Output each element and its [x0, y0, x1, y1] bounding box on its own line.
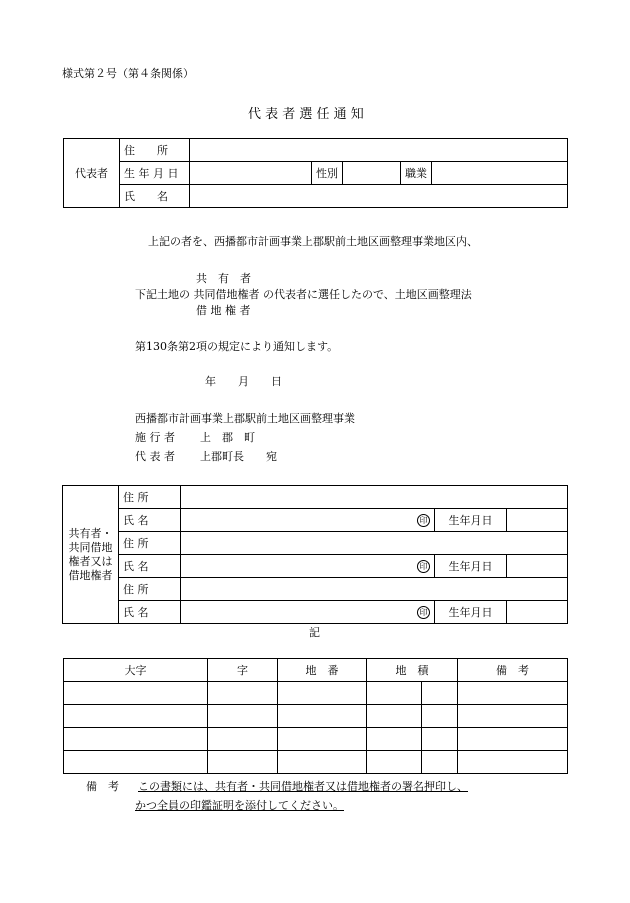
owners-side-label: 共有者・共同借地権者又は借地権者: [63, 486, 119, 624]
header-aza: 字: [208, 659, 278, 682]
header-biko: 備 考: [458, 659, 568, 682]
birthdate-field[interactable]: [190, 162, 312, 185]
owners-table: [62, 485, 568, 624]
owner3-name-label: 氏 名: [119, 601, 181, 624]
birthdate-label: 生 年 月 日: [120, 162, 190, 185]
owner3-address-label: 住 所: [119, 578, 181, 601]
owner3-birth-field[interactable]: [507, 601, 568, 624]
executor-row: 施 行 者 上 郡 町: [135, 431, 255, 444]
owner1-birth-field[interactable]: [507, 509, 568, 532]
owner2-birth-label: 生年月日: [435, 555, 507, 578]
form-number: 様式第２号（第４条関係）: [62, 67, 194, 80]
owner2-address-field[interactable]: [181, 532, 568, 555]
rep-side-label: 代表者: [64, 139, 120, 208]
representative-row: 代 表 者 上郡町長 宛: [135, 450, 277, 463]
addressee-project: 西播都市計画事業上郡駅前土地区画整理事業: [135, 412, 355, 425]
address-label: 住 所: [120, 139, 190, 162]
table-row: [64, 705, 568, 728]
representative-table: [63, 138, 568, 208]
owner2-birth-field[interactable]: [507, 555, 568, 578]
name-label: 氏 名: [120, 185, 190, 208]
ki-heading: 記: [309, 626, 320, 639]
header-oaza: 大字: [64, 659, 208, 682]
job-label: 職業: [401, 162, 432, 185]
header-chiban: 地 番: [278, 659, 367, 682]
owner2-address-label: 住 所: [119, 532, 181, 555]
header-chiseki: 地 積: [367, 659, 458, 682]
sex-label: 性別: [312, 162, 343, 185]
table-row: [64, 682, 568, 705]
note-line-1: この書類には、共有者・共同借地権者又は借地権者の署名押印し、: [138, 780, 468, 793]
owner1-name-field[interactable]: [181, 509, 435, 532]
owner1-name-label: 氏 名: [119, 509, 181, 532]
role-lessee: 借 地 権 者: [196, 304, 251, 317]
owner2-name-field[interactable]: [181, 555, 435, 578]
page-title: 代 表 者 選 任 通 知: [248, 107, 364, 122]
table-row: [64, 751, 568, 774]
owner1-address-field[interactable]: [181, 486, 568, 509]
owner1-birth-label: 生年月日: [435, 509, 507, 532]
date-line: 年 月 日: [205, 375, 282, 388]
land-table: [63, 658, 568, 774]
owner3-name-field[interactable]: [181, 601, 435, 624]
note-label: 備 考: [86, 780, 119, 793]
body-line-3: 第130条第2項の規定により通知します。: [135, 340, 339, 353]
seal-icon: 印: [417, 606, 430, 619]
owner2-name-label: 氏 名: [119, 555, 181, 578]
body-line-1: 上記の者を、西播都市計画事業上郡駅前土地区画整理事業地区内、: [148, 235, 478, 248]
sex-field[interactable]: [343, 162, 401, 185]
job-field[interactable]: [432, 162, 568, 185]
owner3-birth-label: 生年月日: [435, 601, 507, 624]
seal-icon: 印: [417, 560, 430, 573]
name-field[interactable]: [190, 185, 568, 208]
body-line-2: 下記土地の 共同借地権者 の代表者に選任したので、土地区画整理法: [135, 288, 472, 301]
address-field[interactable]: [190, 139, 568, 162]
table-row: [64, 728, 568, 751]
owner1-address-label: 住 所: [119, 486, 181, 509]
owner3-address-field[interactable]: [181, 578, 568, 601]
role-joint-lessee: 共同借地権者: [193, 288, 260, 301]
note-line-2: かつ全員の印鑑証明を添付してください。: [135, 799, 344, 812]
role-co-owner: 共 有 者: [196, 272, 251, 285]
seal-icon: 印: [417, 514, 430, 527]
